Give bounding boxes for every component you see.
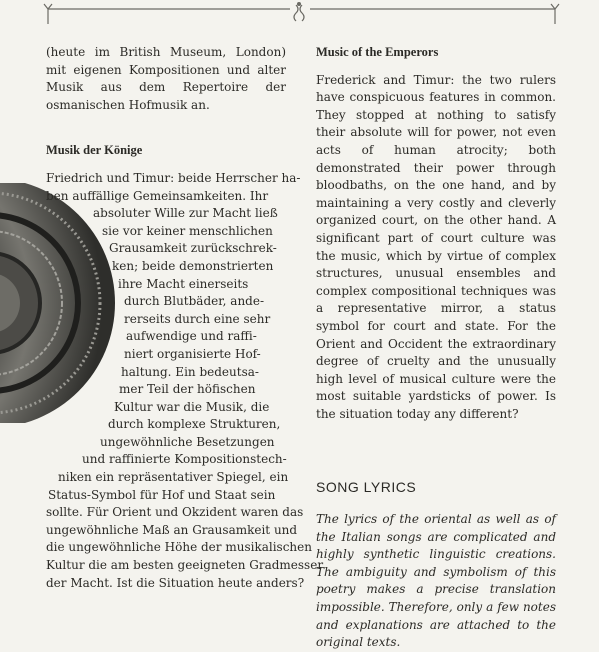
german-section-heading: Musik der Könige	[46, 143, 143, 158]
german-body-paragraph	[46, 170, 324, 592]
english-section-heading: Music of the Emperors	[316, 45, 439, 59]
german-line: rerseits durch eine sehr	[124, 311, 271, 326]
song-lyrics-paragraph: The lyrics of the oriental as well as of the Italian songs are complicated and highly synthetic linguistic creations. The ambiguity and symbolism of this poetry makes a precise translation impossible. Therefore, only a few notes and explanations are attached to the original texts.	[316, 512, 556, 650]
song-lyrics-heading: SONG LYRICS	[316, 479, 417, 496]
german-line: Grausamkeit zurückschrek-	[109, 241, 277, 256]
german-line: absoluter Wille zur Macht ließ	[93, 206, 278, 221]
german-line: niert organisierte Hof-	[124, 346, 261, 361]
german-line: sie vor keiner menschlichen	[102, 223, 273, 238]
german-line: niken ein repräsentativer Spiegel, ein	[58, 470, 289, 485]
german-line: Friedrich und Timur: beide Herrscher ha-	[46, 170, 301, 185]
english-column	[316, 44, 556, 652]
german-line: aufwendige und raffi-	[126, 329, 257, 344]
german-line: Kultur war die Musik, die	[114, 399, 270, 414]
german-line: durch komplexe Strukturen,	[108, 417, 281, 432]
german-line: ken; beide demonstrierten	[112, 258, 274, 273]
german-line: Status-Symbol für Hof und Staat sein	[48, 487, 276, 502]
german-line: ben auffällige Gemeinsamkeiten. Ihr	[46, 188, 269, 203]
german-line: haltung. Ein bedeutsa-	[121, 364, 259, 379]
german-line: sollte. Für Orient und Okzident waren das	[46, 505, 304, 520]
german-line: ungewöhnliche Besetzungen	[100, 434, 275, 449]
german-line: mer Teil der höfischen	[119, 382, 256, 397]
german-line: der Macht. Ist die Situation heute anders?	[46, 575, 305, 590]
german-line: durch Blutbäder, ande-	[124, 294, 265, 309]
german-line: ihre Macht einerseits	[118, 276, 249, 291]
german-line: und raffinierte Kompositionstech-	[82, 452, 287, 467]
german-line: die ungewöhnliche Höhe der musikalischen	[46, 540, 312, 555]
german-intro-paragraph: (heute im British Museum, London) mit eigenen Kompositionen und alter Musik aus dem Repertoire der osmanischen Hofmusik an.	[46, 45, 286, 112]
german-line: Kultur die am besten geeigneten Gradmesser	[46, 558, 324, 573]
german-line: ungewöhnliche Maß an Grausamkeit und	[46, 522, 298, 537]
top-ornament-border	[0, 0, 599, 30]
german-column	[46, 44, 324, 592]
english-body-paragraph: Frederick and Timur: the two rulers have conspicuous features in common. They stopped at nothing to satisfy their absolute will for power, not even acts of human atrocity; both demonstrated their power through bloodbaths, on the one hand, and by maintaining a very costly and cleverly organized court, on the other hand. A significant part of court culture was the music, which by virtue of complex structures, unusual ensembles and complex compositional techniques was a representative mirror, a status symbol for court and state. For the Orient and Occident the extraordinary degree of cruelty and the unusually high level of musical culture were the most suitable yardsticks of power. Is the situation today any different?	[316, 72, 556, 421]
